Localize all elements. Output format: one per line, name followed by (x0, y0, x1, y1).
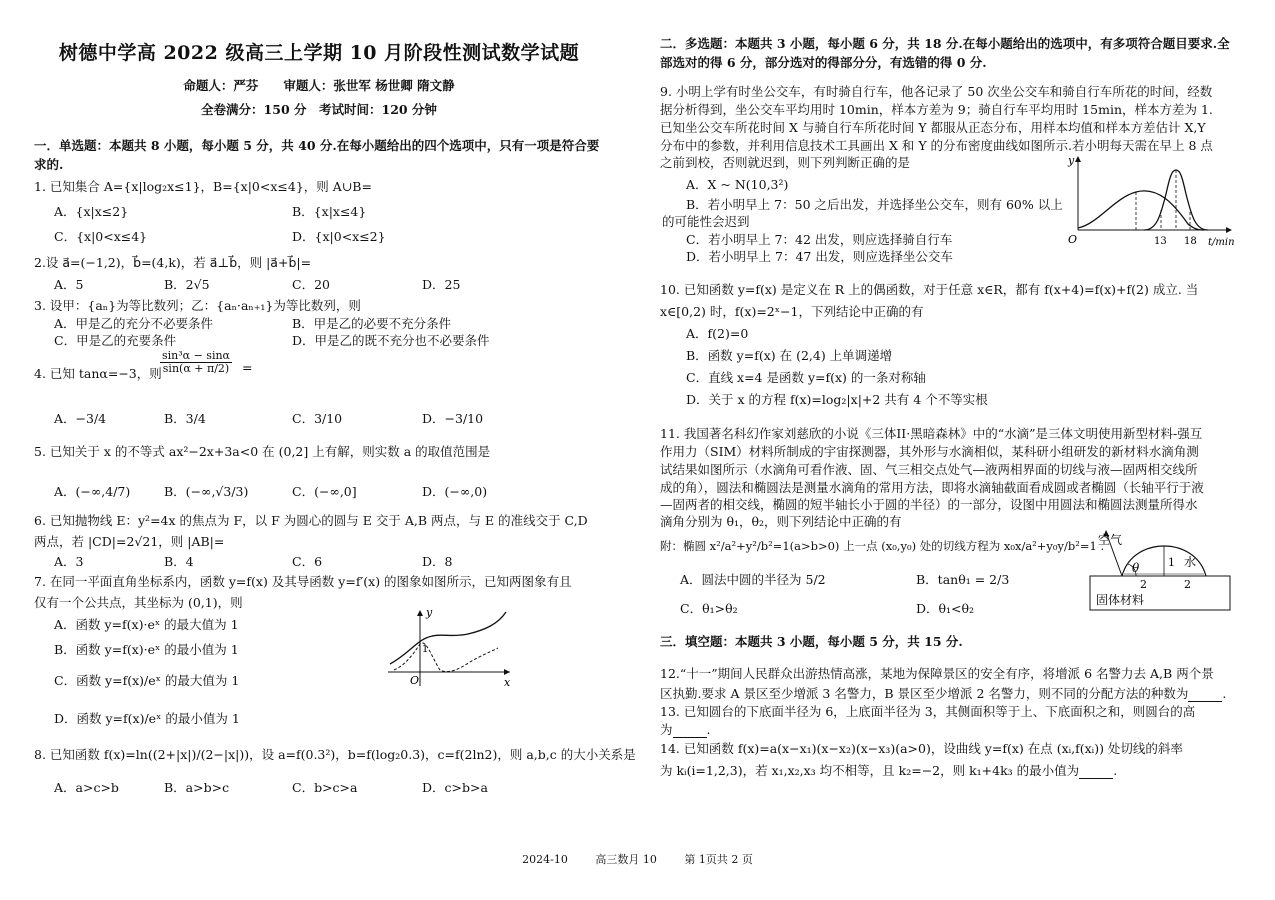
q2-option-c: C．20 (292, 277, 330, 292)
q8-option-d: D．c>b>a (422, 780, 488, 795)
q11-half-left-label: 2 (1140, 578, 1147, 591)
q13-answer-blank[interactable] (673, 725, 707, 738)
q7-stem-line2: 仅有一个公共点，其坐标为 (0,1)，则 (34, 595, 243, 610)
q4-stem: 4. 已知 tanα=−3，则 (34, 366, 162, 381)
q11-line6: 滴角分别为 θ₁，θ₂，则下列结论中正确的有 (660, 514, 902, 529)
q14-line1: 14. 已知函数 f(x)=a(x−x₁)(x−x₂)(x−x₃)(a>0)，设曲线 y=f(x) 在点 (xᵢ,f(xᵢ)) 处切线的斜率 (660, 741, 1183, 756)
q10-option-c: C．直线 x=4 是函数 y=f(x) 的一条对称轴 (686, 370, 926, 385)
q2-option-a: A．5 (54, 277, 84, 292)
footer-page: 第 1页共 2 页 (684, 853, 753, 866)
q7-option-a: A．函数 y=f(x)·eˣ 的最大值为 1 (54, 617, 239, 632)
q9-curve-x (1078, 191, 1204, 230)
q5-stem: 5. 已知关于 x 的不等式 ax²−2x+3a<0 在 (0,2] 上有解，则实数 a 的取值范围是 (34, 444, 491, 459)
section-multi-choice: 二．多选题：本题共 3 小题，每小题 6 分，共 18 分.在每小题给出的选项中，有多项符合题目要求.全部选对的得 6 分，部分选对的得部分分，有选错的得 0 分. (660, 36, 1230, 70)
q12-line1: 12.“十一”期间人民群众出游热情高涨，某地为保障景区的安全有序，将增派 6 名警力去 A,B 两个景 (660, 666, 1214, 681)
q5-option-c: C．(−∞,0] (292, 484, 357, 499)
q11-line4: 成的角），圆法和椭圆法是测量水滴角的常用方法，即将水滴轴截面看成圆或者椭圆（长轴平行于液 (660, 480, 1204, 495)
q1-option-d: D．{x|0<x≤2} (292, 229, 386, 244)
q9-tick-13: 13 (1154, 236, 1167, 247)
q7-one-label: 1 (422, 644, 429, 655)
q6-stem-line1: 6. 已知抛物线 E：y²=4x 的焦点为 F，以 F 为圆心的圆与 E 交于 A,B 两点，与 E 的准线交于 C,D (34, 513, 588, 528)
q7-y-arrow-icon (417, 610, 423, 616)
q6-option-d: D．8 (422, 554, 453, 569)
q11-air-label: 空气 (1098, 533, 1123, 547)
q2-option-b: B．2√5 (164, 277, 210, 292)
q9-x-label: t/min (1208, 237, 1235, 248)
q7-stem-line1: 7. 在同一平面直角坐标系内，函数 y=f(x) 及其导函数 y=f′(x) 的图象如图所示，已知两图象有且 (34, 574, 572, 589)
q7-curve-fprime (394, 643, 498, 672)
q4-denominator: sin(α + π/2) (162, 362, 230, 375)
q9-line5: 之前到校，否则就迟到，则下列判断正确的是 (660, 155, 911, 170)
q5-option-b: B．(−∞,√3/3) (164, 484, 249, 499)
q3-option-c: C．甲是乙的充要条件 (54, 333, 177, 348)
q3-option-a: A．甲是乙的充分不必要条件 (54, 316, 214, 331)
q11-option-b: B．tanθ₁ = 2/3 (916, 572, 1010, 587)
q5-option-a: A．(−∞,4/7) (54, 484, 131, 499)
page-footer (0, 851, 1275, 867)
q10-option-d: D．关于 x 的方程 f(x)=log₂|x|+2 共有 4 个不等实根 (686, 392, 988, 407)
q11-height-label: 1 (1168, 556, 1175, 569)
q9-option-c: C．若小明早上 7：42 出发，则应选择骑自行车 (686, 232, 953, 247)
q9-option-a: A．X ~ N(10,3²) (686, 177, 789, 192)
q8-stem: 8. 已知函数 f(x)=ln((2+|x|)/(2−|x|))，设 a=f(0.3²)，b=f(log₂0.3)，c=f(2ln2)，则 a,b,c 的大小关系是 (34, 747, 636, 762)
q11-option-a: A．圆法中圆的半径为 5/2 (680, 572, 826, 587)
q9-y-label: y (1068, 154, 1075, 167)
q11-solid-label: 固体材料 (1096, 593, 1145, 607)
q9-line3: 已知坐公交车所花时间 X 与骑自行车所花时间 Y 都服从正态分布，用样本均值和样本方差估计 X,Y (660, 120, 1206, 135)
q9-line2: 据分析得到，坐公交车平均用时 10min，样本方差为 9；骑自行车平均用时 15min，样本方差为 1. (660, 102, 1213, 117)
q9-density-graph (1064, 152, 1240, 250)
q4-option-b: B．3/4 (164, 411, 206, 426)
q9-y-arrow-icon (1075, 156, 1081, 162)
q12-line2-row: 区执勤.要求 A 景区至少增派 3 名警力，B 景区至少增派 2 名警力，则不同的分配方法的种数为 . (660, 686, 1227, 701)
q14-line2: 为 kᵢ(i=1,2,3)，若 x₁,x₂,x₃ 均不相等，且 k₂=−2，则 k₁+4k₃ 的最小值为 (660, 763, 1080, 778)
q10-line2: x∈[0,2) 时，f(x)=2ˣ−1，下列结论中正确的有 (660, 304, 924, 319)
q7-option-d: D．函数 y=f(x)/eˣ 的最小值为 1 (54, 711, 240, 726)
q7-graph (380, 604, 515, 689)
q4-option-d: D．−3/10 (422, 411, 484, 426)
q9-line4: 分布中的参数，并利用信息技术工具画出 X 和 Y 的分布密度曲线如图所示.若小明每天需在早上 8 点 (660, 138, 1213, 153)
q13-line2-row: 为 . (660, 722, 711, 737)
q11-line1: 11. 我国著名科幻作家刘慈欣的小说《三体II·黑暗森林》中的“水滴”是三体文明使用新型材料-强互 (660, 426, 1203, 441)
q11-line2: 作用力（SIM）材料所制成的宇宙探测器，其外形与水滴相似，某科研小组研发的新材料水滴角测 (660, 444, 1199, 459)
q11-water-label: 水 (1184, 555, 1197, 569)
q4-option-c: C．3/10 (292, 411, 343, 426)
section-single-choice: 一．单选题：本题共 8 小题，每小题 5 分，共 40 分.在每小题给出的四个选项中，只有一项是符合要求的. (34, 138, 600, 172)
q1-option-b: B．{x|x≤4} (292, 204, 367, 219)
q11-half-right-label: 2 (1184, 578, 1191, 591)
q7-curve-f (390, 612, 506, 664)
q6-option-c: C．6 (292, 554, 323, 569)
q7-x-label: x (504, 676, 511, 689)
q4-numerator: sin³α − sinα (162, 349, 230, 362)
q9-option-b-line2: 的可能性会迟到 (662, 214, 750, 229)
q8-option-c: C．b>c>a (292, 780, 358, 795)
q1-option-c: C．{x|0<x≤4} (54, 229, 148, 244)
q9-option-b-line1: B．若小明早上 7：50 之后出发，并选择坐公交车，则有 60% 以上 (686, 197, 1063, 212)
q7-y-label: y (426, 606, 433, 619)
q12-answer-blank[interactable] (1188, 689, 1222, 702)
q6-option-b: B．4 (164, 554, 194, 569)
q9-x-arrow-icon (1226, 227, 1232, 233)
q3-stem: 3. 设甲：{aₙ}为等比数列；乙：{aₙ·aₙ₊₁}为等比数列，则 (34, 298, 361, 313)
q10-option-a: A．f(2)=0 (686, 326, 749, 341)
q13-line2: 为 (660, 722, 673, 737)
q9-option-d: D．若小明早上 7：47 出发，则应选择坐公交车 (686, 249, 953, 264)
q4-option-a: A．−3/4 (54, 411, 107, 426)
q3-option-b: B．甲是乙的必要不充分条件 (292, 316, 452, 331)
q11-option-c: C．θ₁>θ₂ (680, 601, 738, 616)
q6-stem-line2: 两点，若 |CD|=2√21，则 |AB|= (34, 534, 225, 549)
q11-line5: —固两者的相交线，椭圆的短半轴长小于圆的半径）的一部分，设图中用圆法和椭圆法测量所得水 (660, 497, 1198, 512)
q12-line2: 区执勤.要求 A 景区至少增派 3 名警力，B 景区至少增派 2 名警力，则不同的分配方法的种数为 (660, 686, 1189, 701)
q11-appendix-note: 附：椭圆 x²/a²+y²/b²=1(a>b>0) 上一点 (x₀,y₀) 处的切线方程为 x₀x/a²+y₀y/b²=1 . (660, 539, 1105, 553)
exam-info: 全卷满分：150 分 考试时间：120 分钟 (201, 102, 437, 117)
q9-line1: 9. 小明上学有时坐公交车，有时骑自行车，他各记录了 50 次坐公交车和骑自行车所花的时间，经数 (660, 84, 1213, 99)
footer-course: 高三数月 10 (595, 853, 657, 866)
q7-x-arrow-icon (504, 669, 510, 675)
q1-stem: 1. 已知集合 A={x|log₂x≤1}，B={x|0<x≤4}，则 A∪B= (34, 179, 372, 194)
q11-theta-label: θ (1132, 561, 1140, 575)
q1-option-a: A．{x|x≤2} (54, 204, 129, 219)
q4-fraction (160, 350, 232, 375)
q13-line1: 13. 已知圆台的下底面半径为 6，上底面半径为 3，其侧面积等于上、下底面积之和，则圆台的高 (660, 704, 1196, 719)
q11-water-drop-figure (1088, 524, 1234, 614)
q7-option-b: B．函数 y=f(x)·eˣ 的最小值为 1 (54, 642, 239, 657)
q11-line3: 试结果如图所示（水滴角可看作液、固、气三相交点处气—液两相界面的切线与液—固两相交线所 (660, 462, 1198, 477)
authors-line: 命题人：严芬 审题人：张世军 杨世卿 隋文静 (183, 78, 455, 93)
q6-option-a: A．3 (54, 554, 84, 569)
q5-option-d: D．(−∞,0) (422, 484, 488, 499)
q10-line1: 10. 已知函数 y=f(x) 是定义在 R 上的偶函数，对于任意 x∈R，都有 f(x+4)=f(x)+f(2) 成立. 当 (660, 282, 1199, 297)
q9-origin-label: O (1068, 233, 1078, 246)
q7-origin-label: O (410, 674, 420, 687)
footer-date: 2024-10 (522, 853, 568, 866)
q2-option-d: D．25 (422, 277, 461, 292)
q2-stem: 2.设 a⃗=(−1,2)，b⃗=(4,k)，若 a⃗⊥b⃗，则 |a⃗+b⃗|= (34, 255, 312, 270)
q3-option-d: D．甲是乙的既不充分也不必要条件 (292, 333, 490, 348)
q10-option-b: B．函数 y=f(x) 在 (2,4) 上单调递增 (686, 348, 893, 363)
q14-line2-row: 为 kᵢ(i=1,2,3)，若 x₁,x₂,x₃ 均不相等，且 k₂=−2，则 k₁+4k₃ 的最小值为 . (660, 763, 1118, 778)
q8-option-b: B．a>b>c (164, 780, 230, 795)
q8-option-a: A．a>c>b (54, 780, 119, 795)
q4-equals: = (242, 360, 253, 375)
q7-option-c: C．函数 y=f(x)/eˣ 的最大值为 1 (54, 673, 240, 688)
q11-option-d: D．θ₁<θ₂ (916, 601, 975, 616)
section-fill-in: 三．填空题：本题共 3 小题，每小题 5 分，共 15 分. (660, 634, 963, 649)
q9-tick-18: 18 (1184, 236, 1197, 247)
page-title: 树德中学高 2022 级高三上学期 10 月阶段性测试数学试题 (58, 42, 580, 64)
q14-answer-blank[interactable] (1079, 766, 1113, 779)
